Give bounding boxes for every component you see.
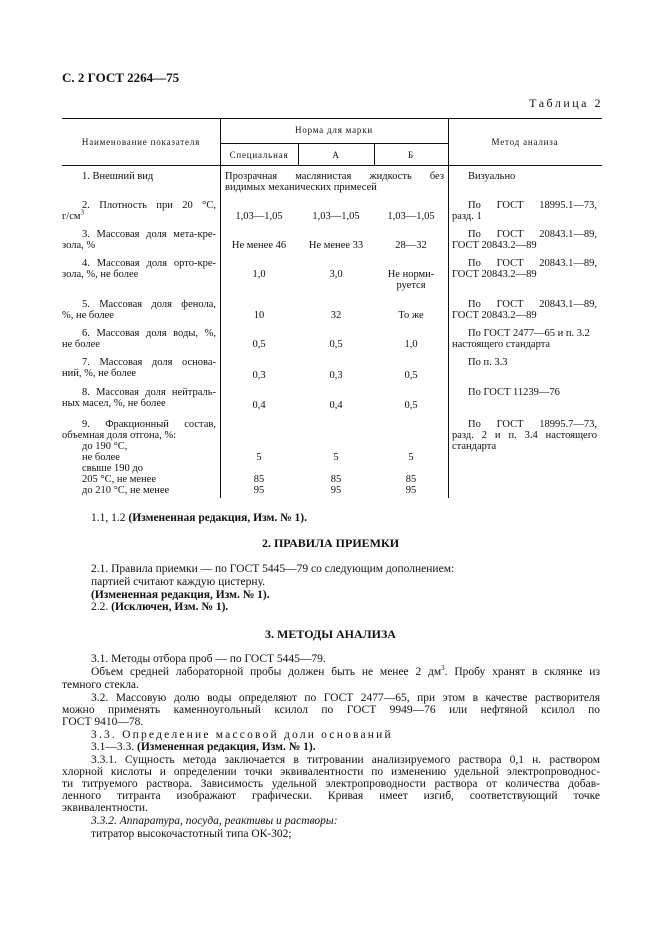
value-special: 85 <box>253 474 265 485</box>
row-name-line: %, не более <box>62 310 114 321</box>
grade-b: Б <box>408 150 414 160</box>
col-header-norm: Норма для марки <box>294 125 374 135</box>
paragraph: ленного титранта изображают графически. Кривая имеет изгиб, соответствующий точке <box>62 790 600 802</box>
subsection-title: 3.3. Определение массовой доли оснований <box>91 729 393 741</box>
row-name-line: 2. Плотность при 20 °С, <box>82 200 216 211</box>
paragraph: 2.1. Правила приемки — по ГОСТ 5445—79 со следующим дополнением: <box>91 563 455 575</box>
value-special: 1,03—1,05 <box>235 211 283 222</box>
value-special: 0,4 <box>252 400 266 411</box>
norm-subheader-rule <box>220 143 448 144</box>
value-special: Не менее 46 <box>231 240 287 251</box>
value-a: 1,03—1,05 <box>312 211 360 222</box>
row-name-line: зола, %, не более <box>62 269 139 280</box>
value-b: 0,5 <box>404 370 418 381</box>
section-3-title: 3. МЕТОДЫ АНАЛИЗА <box>265 627 396 641</box>
row-name-line: не более <box>82 452 120 463</box>
paragraph: 3.3.2. Аппаратура, посуда, реактивы и растворы: <box>91 815 338 827</box>
row-method: По ГОСТ 20843.1—89, <box>468 229 597 240</box>
section-2-title: 2. ПРАВИЛА ПРИЕМКИ <box>261 536 400 550</box>
row-method: По ГОСТ 20843.1—89, <box>468 299 597 310</box>
row-name-line: 6. Массовая доля воды, %, <box>82 328 216 339</box>
table-row <box>0 299 661 325</box>
page-header: С. 2 ГОСТ 2264—75 <box>62 70 180 85</box>
paragraph: титратор высокочастотный типа ОК-302; <box>91 828 292 840</box>
value-special: 0,5 <box>252 339 266 350</box>
amendment-ref: 1.1, 1.2 <box>91 512 126 524</box>
amendment-text: (Исключен, Изм. № 1). <box>111 601 229 613</box>
amendment-note <box>91 512 307 525</box>
unit-text: г/см <box>62 211 81 222</box>
row-name-line: ний, %, не более <box>62 368 137 379</box>
paragraph: темного стекла. <box>62 679 139 691</box>
row-method: ГОСТ 20843.2—89 <box>452 310 537 321</box>
row-name-line: не более <box>62 339 100 350</box>
value-b: 1,03—1,05 <box>387 211 435 222</box>
row-method: настоящего стандарта <box>452 339 551 350</box>
paragraph: ГОСТ 9410—78. <box>62 716 144 728</box>
row-method: По ГОСТ 2477—65 и п. 3.2 <box>468 328 590 339</box>
row-method: По ГОСТ 11239—76 <box>468 387 560 398</box>
row-name-line: зола, % <box>62 240 96 251</box>
value-a: 5 <box>333 452 339 463</box>
table-top-rule <box>62 118 602 119</box>
table-row <box>0 357 661 383</box>
value-special: 10 <box>253 310 265 321</box>
paragraph: 3.3.1. Сущность метода заключается в титровании анализируемого раствора 0,1 н. раствором <box>91 754 600 766</box>
value-b: 85 <box>405 474 417 485</box>
value-a: 3,0 <box>329 269 343 280</box>
row-method: разд. 1 <box>452 211 482 222</box>
grade-a: А <box>332 150 340 160</box>
table-row <box>0 387 661 413</box>
table-row <box>0 171 661 197</box>
table-row <box>0 200 661 226</box>
amendment-text: (Измененная редакция, Изм. № 1). <box>137 741 316 753</box>
table-row <box>0 229 661 255</box>
row-method: По ГОСТ 20843.1—89, <box>468 258 597 269</box>
paragraph-number: 2.2. <box>91 601 109 613</box>
value-b: 0,5 <box>404 400 418 411</box>
paragraph: эквивалентности. <box>62 802 148 814</box>
row-name-line: 7. Массовая доля основа- <box>82 357 216 368</box>
row-name-line: до 190 °С, <box>82 441 128 452</box>
value-b: То же <box>398 310 424 321</box>
row-method: стандарта <box>452 441 497 452</box>
value-b: 5 <box>408 452 414 463</box>
grade-special: Специальная <box>229 150 289 160</box>
table-title: Таблица 2 <box>529 96 603 110</box>
row-name-line: 9. Фракционный состав, <box>82 419 216 430</box>
paragraph: ти титруемого раствора. Зависимость удельной электропроводности раствора от количества добав- <box>62 778 600 790</box>
paragraph-number: 3.1—3.3. <box>91 741 135 753</box>
paragraph-text: Объем средней лабораторной пробы должен быть не менее 2 дм <box>91 666 442 678</box>
unit-superscript: 3 <box>80 208 85 217</box>
row-method: разд. 2 и п. 3.4 настоящего <box>452 430 597 441</box>
value-a: 0,4 <box>329 400 343 411</box>
value-special: 0,3 <box>252 370 266 381</box>
table-header-rule <box>62 165 602 166</box>
row-method: ГОСТ 20843.2—89 <box>452 240 537 251</box>
value-a: 95 <box>330 485 342 496</box>
table-row <box>0 419 661 499</box>
value-a: 0,5 <box>329 339 343 350</box>
paragraph: 3.2. Массовую долю воды определяют по ГОСТ 2477—65, при этом в качестве растворителя <box>91 692 600 704</box>
row-name-line: 1. Внешний вид <box>82 171 154 182</box>
value-b: Не норми- <box>387 269 435 280</box>
row-name-line: 8. Массовая доля нейтраль- <box>82 387 216 398</box>
paragraph: хлорной кислоты и определении точки эквивалентности по изменению удельной электропроводнос- <box>62 766 600 778</box>
value-a: 0,3 <box>329 370 343 381</box>
row-name-line: 5. Массовая доля фенола, <box>82 299 216 310</box>
value-special: 95 <box>253 485 265 496</box>
unit-superscript: 3 <box>441 664 445 673</box>
col-header-method: Метод анализа <box>491 137 559 147</box>
paragraph: можно применять каменноугольный ксилол по ГОСТ 9949—76 или нефтяной ксилол по <box>62 704 600 716</box>
row-method: По п. 3.3 <box>468 357 508 368</box>
paragraph <box>91 601 228 614</box>
value-b: 28—32 <box>395 240 427 251</box>
row-method: По ГОСТ 18995.7—73, <box>468 419 597 430</box>
row-name-line: до 210 °С, не менее <box>82 485 170 496</box>
row-method: По ГОСТ 18995.1—73, <box>468 200 597 211</box>
value-b: 95 <box>405 485 417 496</box>
row-method: ГОСТ 20843.2—89 <box>452 269 537 280</box>
row-name-line: ных масел, %, не более <box>62 398 166 409</box>
paragraph: 3.1. Методы отбора проб — по ГОСТ 5445—79. <box>91 653 326 665</box>
row-merged-value: Прозрачная маслянистая жидкость без <box>225 171 444 182</box>
paragraph-text: . Пробу хранят в склянке из <box>444 666 601 678</box>
row-name-line: свыше 190 до <box>82 463 144 474</box>
value-a: 85 <box>330 474 342 485</box>
row-name-line: объемная доля отгона, %: <box>62 430 177 441</box>
amendment-text: (Измененная редакция, Изм. № 1). <box>128 512 308 524</box>
value-a: 32 <box>330 310 342 321</box>
value-special: 1,0 <box>252 269 266 280</box>
amendment-text: (Измененная редакция, Изм. № 1). <box>91 589 270 601</box>
row-name-line: 3. Массовая доля мета-кре- <box>82 229 216 240</box>
row-name-line: 205 °С, не менее <box>82 474 156 485</box>
value-special: 5 <box>256 452 262 463</box>
row-merged-value: видимых механических примесей <box>225 182 377 193</box>
paragraph <box>91 666 600 679</box>
value-b: руется <box>396 280 426 291</box>
row-name-line <box>62 208 85 223</box>
paragraph <box>91 741 316 754</box>
value-a: Не менее 33 <box>308 240 364 251</box>
row-method: Визуально <box>468 171 516 182</box>
table-row <box>0 258 661 294</box>
row-name-line: 4. Массовая доля орто-кре- <box>82 258 216 269</box>
paragraph: партией считают каждую цистерну. <box>91 576 266 588</box>
col-header-name: Наименование показателя <box>81 137 201 147</box>
value-b: 1,0 <box>404 339 418 350</box>
table-row <box>0 328 661 354</box>
